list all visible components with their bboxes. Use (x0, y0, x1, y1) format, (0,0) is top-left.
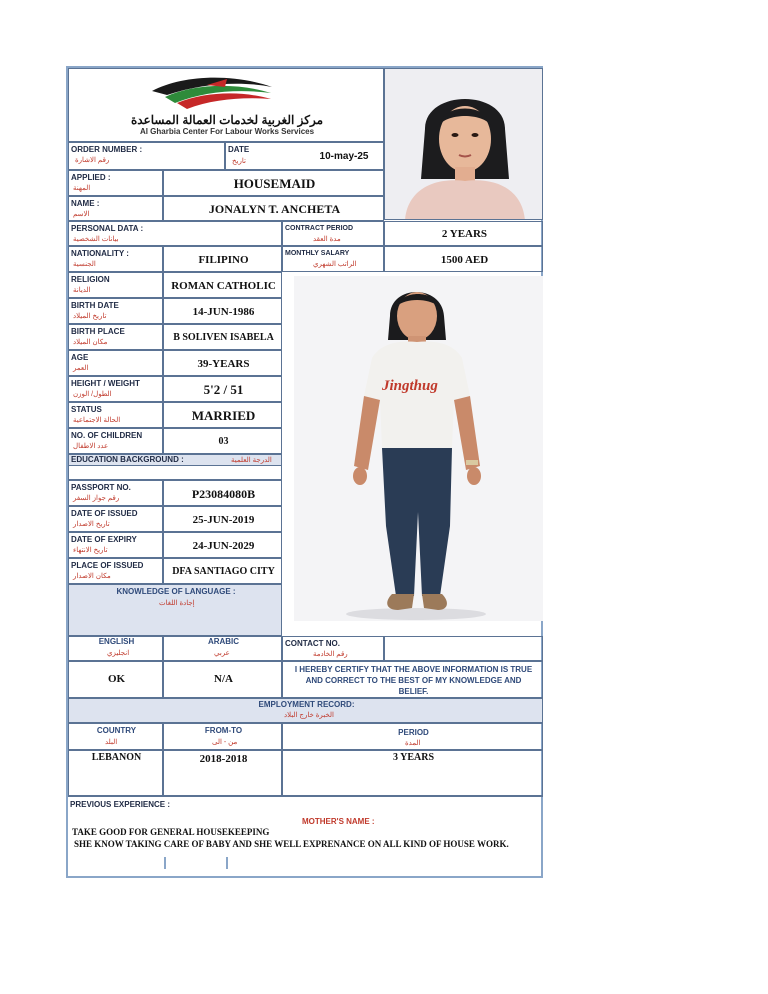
issued-value-cell (163, 506, 282, 532)
passport-label: PASSPORT NO. (71, 483, 131, 492)
bottom-tick-1 (164, 857, 166, 869)
nationality-label-cell (68, 246, 163, 272)
header-logo-area (68, 68, 384, 142)
arabic-value-cell (163, 661, 282, 698)
children-label-cell (68, 428, 163, 454)
org-name-english: Al Gharbia Center For Labour Works Services (139, 127, 315, 136)
employment-label-ar: الخبرة خارج البلاد (284, 712, 334, 719)
passport-label-cell (68, 480, 163, 506)
contract-period-label: CONTRACT PERIOD (285, 225, 354, 232)
name-label: NAME : (71, 199, 100, 208)
status-label-ar: الحالة الاجتماعية (73, 417, 121, 424)
status-value-cell (163, 402, 282, 428)
personal-data-cell (68, 221, 282, 246)
emp-country-header (68, 723, 163, 750)
place-issued-label-ar: مكان الاصدار (73, 573, 111, 580)
full-body-image (294, 276, 543, 621)
religion-value-cell (163, 272, 282, 298)
issued-value: 25-JUN-2019 (192, 514, 255, 526)
english-label: ENGLISH (98, 637, 135, 646)
nationality-label: NATIONALITY : (71, 249, 129, 258)
children-label-ar: عدد الاطفال (73, 443, 109, 450)
name-label-ar: الاسم (73, 211, 90, 218)
name-label-cell (68, 196, 163, 221)
height-weight-label-cell (68, 376, 163, 402)
applied-label: APPLIED : (71, 173, 111, 182)
birth-place-label-cell (68, 324, 163, 350)
status-label: STATUS (71, 405, 102, 414)
emp-period-header (282, 723, 543, 750)
contract-period-label-ar: مدة العقد (313, 236, 341, 243)
salary-value: 1500 AED (440, 254, 489, 266)
birth-place-value-cell (163, 324, 282, 350)
full-body-photo (294, 276, 543, 621)
expiry-value-cell (163, 532, 282, 558)
expiry-label-cell (68, 532, 163, 558)
education-value-cell (68, 466, 282, 480)
children-label: NO. OF CHILDREN (71, 431, 143, 440)
applied-label-cell (68, 170, 163, 196)
height-weight-label-ar: الطول/ الوزن (73, 391, 112, 398)
expiry-label-ar: تاريخ الانتهاء (73, 547, 108, 554)
contact-label: CONTACT NO. (285, 639, 340, 648)
english-header-cell (68, 636, 163, 661)
contract-period-value-cell (384, 221, 543, 246)
height-weight-value-cell (163, 376, 282, 402)
salary-value-cell (384, 246, 543, 272)
emp-fromto-value: 2018-2018 (199, 753, 248, 765)
passport-value: P23084080B (191, 487, 256, 501)
name-value-cell (163, 196, 384, 221)
emp-country-value: LEBANON (91, 752, 142, 763)
order-number-label: ORDER NUMBER : (71, 145, 143, 154)
nationality-label-ar: الجنسية (73, 261, 96, 268)
language-label-ar: إجادة اللغات (159, 600, 195, 607)
religion-value: ROMAN CATHOLIC (171, 280, 276, 292)
age-label-ar: العمر (73, 365, 89, 372)
emp-row-country (68, 750, 163, 796)
date-label-ar: تاريخ (232, 158, 246, 165)
birth-date-label-ar: تاريخ الميلاد (73, 313, 107, 320)
applied-value-cell (163, 170, 384, 196)
nationality-value-cell (163, 246, 282, 272)
issued-label-cell (68, 506, 163, 532)
date-label: DATE (228, 145, 250, 154)
name-value: JONALYN T. ANCHETA (208, 202, 341, 216)
birth-date-label: BIRTH DATE (71, 301, 119, 310)
emp-country-label: COUNTRY (96, 726, 137, 735)
place-issued-label: PLACE OF ISSUED (71, 561, 144, 570)
portrait-image (385, 69, 543, 220)
shirt-print: Jingthug (382, 378, 438, 394)
date-value: 10-may-25 (319, 151, 369, 162)
org-name-arabic: مركز الغربية لخدمات العمالة المساعدة (130, 113, 324, 127)
height-weight-value: 5'2 / 51 (203, 382, 244, 397)
place-issued-label-cell (68, 558, 163, 584)
birth-place-value: B SOLIVEN ISABELA (173, 332, 274, 343)
language-label: KNOWLEDGE OF LANGUAGE : (116, 587, 236, 596)
order-number-value-cell (163, 142, 225, 170)
age-label: AGE (71, 353, 89, 362)
emp-fromto-label: FROM-TO (204, 726, 243, 735)
contract-period-value: 2 YEARS (441, 228, 488, 240)
portrait-photo (384, 68, 543, 220)
mother-name-label: MOTHER'S NAME : (302, 817, 375, 826)
children-value-cell (163, 428, 282, 454)
english-value: OK (107, 673, 126, 685)
birth-place-label: BIRTH PLACE (71, 327, 125, 336)
nationality-value: FILIPINO (198, 254, 249, 266)
height-weight-label: HEIGHT / WEIGHT (71, 379, 140, 388)
expiry-value: 24-JUN-2029 (192, 540, 255, 552)
passport-label-ar: رقم جواز السفر (73, 495, 120, 502)
certify-cell (282, 661, 543, 698)
contract-period-label-cell (282, 221, 384, 246)
salary-label: MONTHLY SALARY (285, 250, 350, 257)
age-label-cell (68, 350, 163, 376)
status-label-cell (68, 402, 163, 428)
education-background-band (68, 454, 282, 466)
previous-experience-section (68, 796, 543, 878)
personal-data-label-ar: بيانات الشخصية (73, 236, 119, 243)
religion-label-cell (68, 272, 163, 298)
status-value: MARRIED (191, 408, 256, 423)
emp-fromto-header (163, 723, 282, 750)
birth-date-value: 14-JUN-1986 (192, 306, 255, 318)
emp-period-label: PERIOD (398, 728, 429, 737)
contact-label-cell (282, 636, 384, 661)
contact-value-cell (384, 636, 543, 661)
age-value-cell (163, 350, 282, 376)
education-label-ar: الدرجة العلمية (231, 457, 272, 464)
salary-label-ar: الراتب الشهري (313, 261, 357, 268)
age-value: 39-YEARS (197, 358, 250, 370)
place-issued-value: DFA SANTIAGO CITY (172, 566, 275, 577)
salary-label-cell (282, 246, 384, 272)
birth-place-label-ar: مكان الميلاد (73, 339, 108, 346)
birth-date-label-cell (68, 298, 163, 324)
issued-label: DATE OF ISSUED (71, 509, 138, 518)
emp-period-value: 3 YEARS (392, 752, 435, 763)
flag-swoosh-logo (147, 73, 277, 115)
previous-line-1: TAKE GOOD FOR GENERAL HOUSEKEEPING (72, 827, 270, 837)
emp-row-fromto (163, 750, 282, 796)
arabic-label-ar: عربي (214, 650, 230, 657)
expiry-label: DATE OF EXPIRY (71, 535, 137, 544)
applied-value: HOUSEMAID (233, 176, 316, 191)
order-number-label-ar: رقم الاشارة (75, 157, 110, 164)
birth-date-value-cell (163, 298, 282, 324)
applied-label-ar: المهنة (73, 185, 91, 192)
contact-label-ar: رقم الخادمة (313, 651, 348, 658)
emp-fromto-label-ar: من - الى (212, 739, 238, 746)
emp-period-label-ar: المدة (405, 740, 421, 747)
emp-row-period (282, 750, 543, 796)
employment-band (68, 698, 543, 723)
education-label: EDUCATION BACKGROUND : (71, 455, 184, 464)
language-band (68, 584, 282, 636)
religion-label-ar: الديانة (73, 287, 91, 294)
date-cell (225, 142, 384, 170)
passport-value-cell (163, 480, 282, 506)
arabic-label: ARABIC (207, 637, 240, 646)
english-value-cell (68, 661, 163, 698)
place-issued-value-cell (163, 558, 282, 584)
religion-label: RELIGION (71, 275, 110, 284)
employment-label: EMPLOYMENT RECORD: (258, 700, 355, 709)
bottom-tick-2 (226, 857, 228, 869)
personal-data-label: PERSONAL DATA : (71, 224, 144, 233)
biodata-form (66, 66, 543, 878)
english-label-ar: انجليزي (107, 650, 130, 657)
arabic-header-cell (163, 636, 282, 661)
previous-line-2: SHE KNOW TAKING CARE OF BABY AND SHE WELL EXPRENANCE ON ALL KIND OF HOUSE WORK. (74, 839, 509, 849)
issued-label-ar: تاريخ الاصدار (73, 521, 110, 528)
emp-country-label-ar: البلد (105, 739, 118, 746)
previous-experience-label: PREVIOUS EXPERIENCE : (70, 800, 171, 809)
children-value: 03 (218, 436, 229, 447)
certify-text: I HEREBY CERTIFY THAT THE ABOVE INFORMATION IS TRUE AND CORRECT TO THE BEST OF MY KNOWLEDGE AND BELIEF. (294, 665, 533, 696)
arabic-value: N/A (214, 673, 233, 685)
